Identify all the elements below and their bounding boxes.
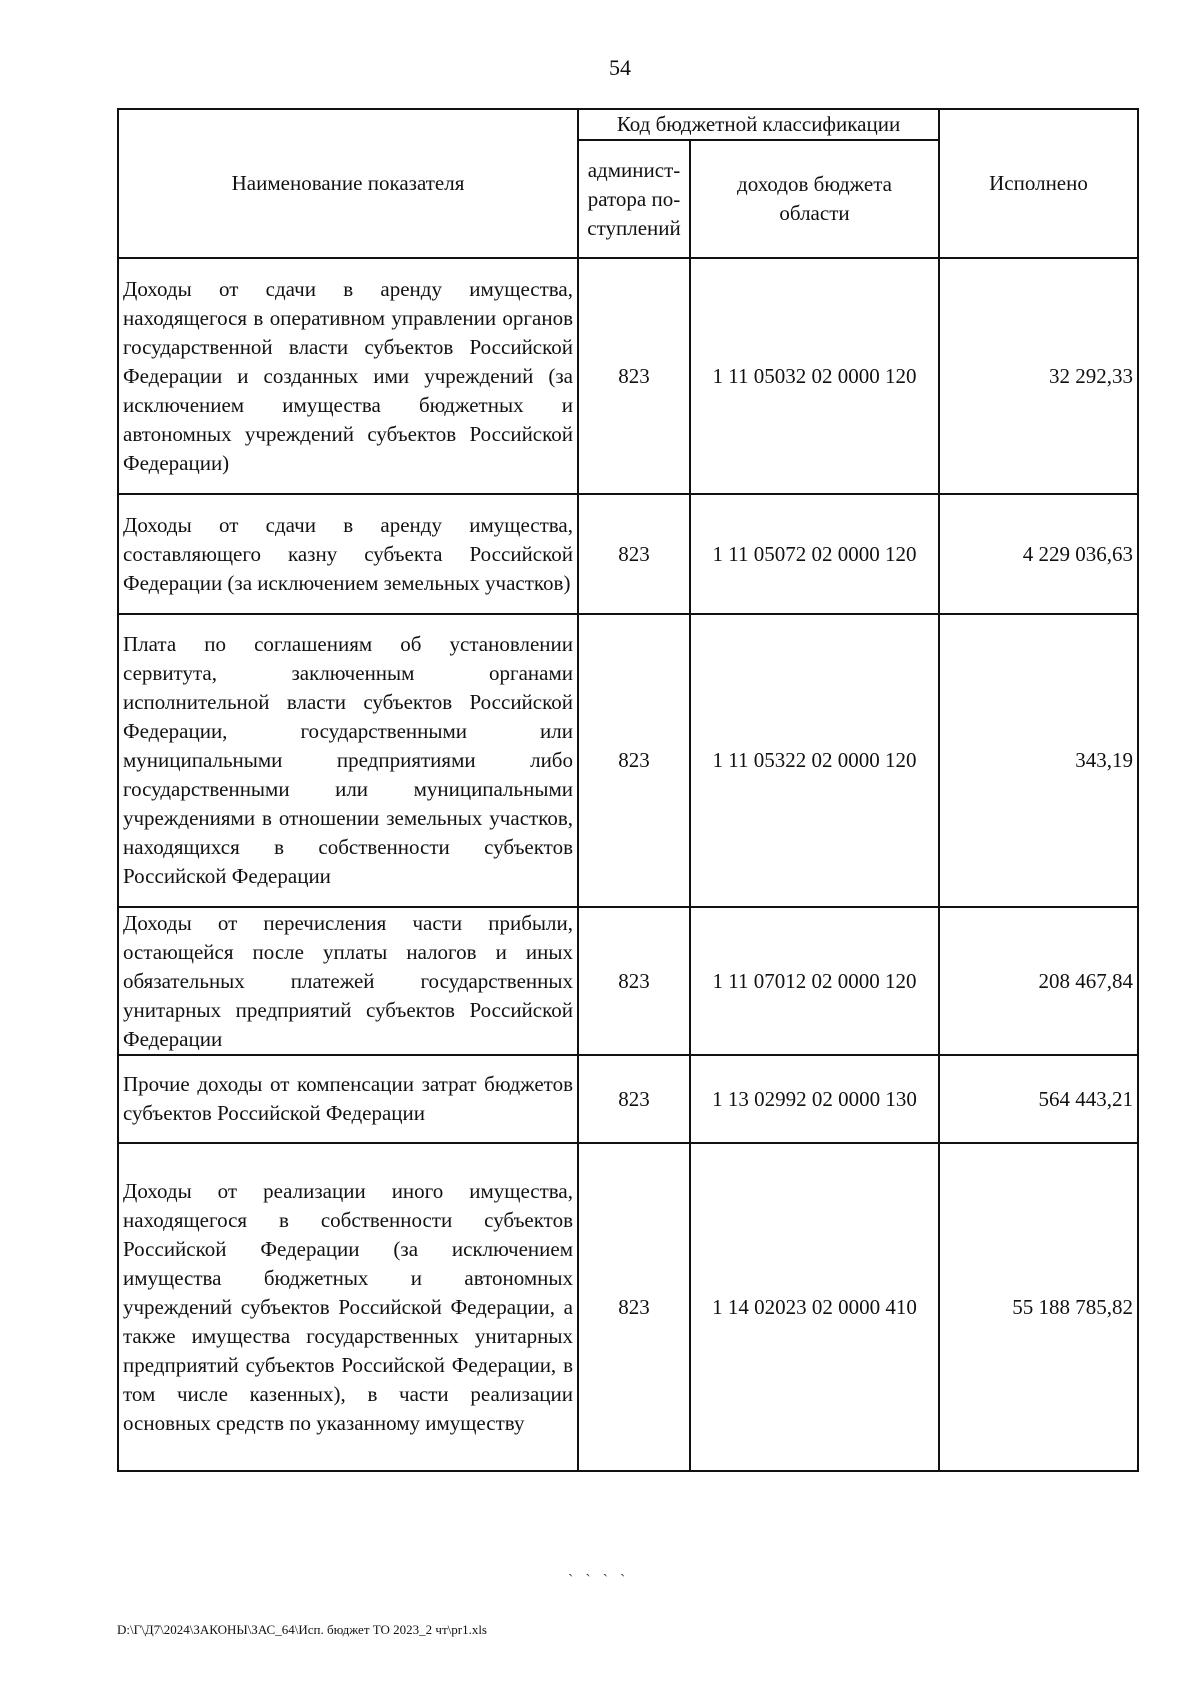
table-row [118, 1055, 1138, 1143]
row-name: Доходы от реализации иного имущества, находящегося в собственности субъектов Российской Федерации (за исключением имущества бюджетных и автономных учреждений субъектов Российской Федерации, а также имущества государственных унитарных предприятий субъектов Российской Федерации, в том числе казенных), в части реализации основных средств по указанному имуществу [118, 1143, 578, 1471]
row-admin-code: 823 [578, 1055, 690, 1143]
row-admin-code: 823 [578, 614, 690, 907]
table-header [118, 109, 1138, 258]
header-admin [578, 140, 690, 258]
table-row [118, 907, 1138, 1055]
row-revenue-code: 1 11 07012 02 0000 120 [690, 907, 939, 1055]
row-admin-code: 823 [578, 258, 690, 494]
scan-artifact-marks: ` ` ` ` [568, 1572, 630, 1589]
row-name: Доходы от сдачи в аренду имущества, составляющего казну субъекта Российской Федерации (за исключением земельных участков) [118, 494, 578, 614]
row-executed-value: 208 467,84 [939, 907, 1138, 1055]
header-admin-line-3: ступлений [587, 215, 681, 240]
page-number: 54 [609, 55, 631, 80]
table-row [118, 1143, 1138, 1471]
row-revenue-code: 1 11 05072 02 0000 120 [690, 494, 939, 614]
table-row [118, 258, 1138, 494]
row-admin-code: 823 [578, 907, 690, 1055]
row-executed-value: 32 292,33 [939, 258, 1138, 494]
header-admin-line-1: админист- [587, 157, 681, 182]
footer-file-path: D:\Г\Д7\2024\ЗАКОНЫ\ЗАС_64\Исп. бюджет ТО 2023_2 чт\pr1.xls [117, 1622, 487, 1637]
row-executed-value: 4 229 036,63 [939, 494, 1138, 614]
row-admin-code: 823 [578, 1143, 690, 1471]
row-revenue-code: 1 11 05322 02 0000 120 [690, 614, 939, 907]
row-executed-value: 564 443,21 [939, 1055, 1138, 1143]
revenue-table [117, 108, 1139, 1472]
table-row [118, 494, 1138, 614]
row-name: Прочие доходы от компенсации затрат бюджетов субъектов Российской Федерации [118, 1055, 578, 1143]
header-revenue-line-2: области [779, 201, 850, 225]
row-name: Доходы от сдачи в аренду имущества, находящегося в оперативном управлении органов государственной власти субъектов Российской Федерации и созданных ими учреждений (за исключением имущества бюджетных и автономных учреждений субъектов Российской Федерации) [118, 258, 578, 494]
table-row [118, 614, 1138, 907]
row-admin-code: 823 [578, 494, 690, 614]
header-budget-code: Код бюджетной классификации [578, 109, 939, 140]
row-name: Плата по соглашениям об установлении сервитута, заключенным органами исполнительной власти субъектов Российской Федерации, государственными или муниципальными предприятиями либо государственными или муниципальными учреждениями в отношении земельных участков, находящихся в собственности субъектов Российской Федерации [118, 614, 578, 907]
row-revenue-code: 1 14 02023 02 0000 410 [690, 1143, 939, 1471]
header-indicator-name: Наименование показателя [118, 109, 578, 258]
row-executed-value: 55 188 785,82 [939, 1143, 1138, 1471]
header-revenue-code [690, 140, 939, 258]
header-executed: Исполнено [939, 109, 1138, 258]
header-revenue-line-1: доходов бюджета [737, 172, 892, 196]
header-admin-line-2: ратора по- [587, 186, 681, 211]
row-revenue-code: 1 13 02992 02 0000 130 [690, 1055, 939, 1143]
row-name: Доходы от перечисления части прибыли, остающейся после уплаты налогов и иных обязательных платежей государственных унитарных предприятий субъектов Российской Федерации [118, 907, 578, 1055]
row-executed-value: 343,19 [939, 614, 1138, 907]
row-revenue-code: 1 11 05032 02 0000 120 [690, 258, 939, 494]
